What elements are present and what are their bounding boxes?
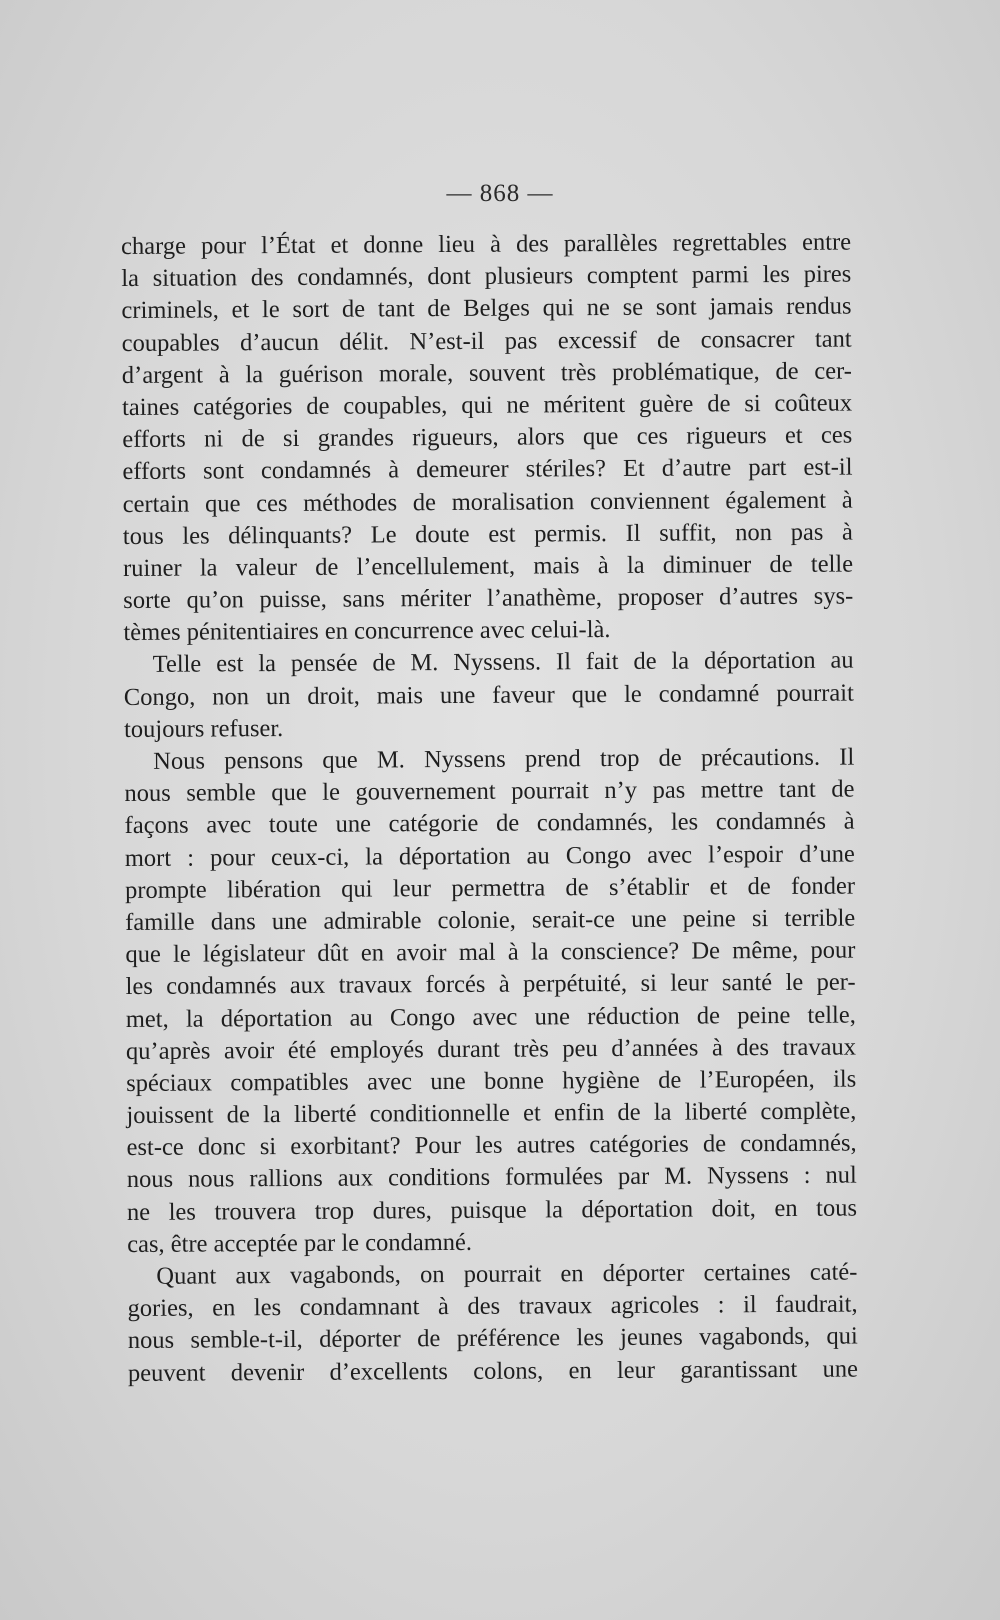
text-line: peuvent devenir d’excellents colons, en leur garantissant une (127, 1355, 859, 1387)
text-line: cas, être acceptée par le condamné. (127, 1228, 473, 1258)
text-line: qu’après avoir été employés durant très peu d’années à des travaux (125, 1033, 857, 1065)
text-line: Nous pensons que M. Nyssens prend trop de précautions. Il (153, 743, 855, 775)
text-line: tous les délinquants? Le doute est permis. Il suffit, non pas à (122, 518, 853, 550)
text-line: Telle est la pensée de M. Nyssens. Il fait de la déportation au (152, 646, 854, 679)
text-line: Quant aux vagabonds, on pourrait en déporter certaines caté- (156, 1258, 858, 1290)
text-line: spéciaux compatibles avec une bonne hygiène de l’Européen, ils (126, 1065, 857, 1097)
page-number: — 868 — (446, 180, 554, 207)
text-line: famille dans une admirable colonie, serait-ce une peine si terrible (125, 904, 856, 936)
text-line: les condamnés aux travaux forcés à perpétuité, si leur santé le per- (125, 968, 856, 1001)
text-line: met, la déportation au Congo avec une réduction de peine telle, (125, 1001, 856, 1033)
text-line: la situation des condamnés, dont plusieurs comptent parmi les pires (121, 260, 852, 293)
text-line: que le législateur dût en avoir mal à la conscience? De même, pour (125, 936, 856, 969)
text-line: ne les trouvera trop dures, puisque la déportation doit, en tous (126, 1194, 858, 1226)
text-line: d’argent à la guérison morale, souvent très problématique, de cer- (121, 357, 852, 389)
text-line: Congo, non un droit, mais une faveur que le condamné pourrait (123, 679, 854, 711)
text-line: criminels, et le sort de tant de Belges qui ne se sont jamais rendus (121, 292, 852, 325)
body-text (121, 227, 858, 1390)
text-line: mort : pour ceux-ci, la déportation au Congo avec l’espoir d’une (124, 840, 855, 872)
text-line: sorte qu’on puisse, sans mériter l’anathème, proposer d’autres sys- (123, 582, 854, 615)
text-line: toujours refuser. (123, 714, 284, 743)
text-line: charge pour l’État et donne lieu à des parallèles regrettables entre (121, 228, 852, 260)
text-line: ruiner la valeur de l’encellulement, mais à la diminuer de telle (122, 550, 854, 582)
text-line: tèmes pénitentiaires en concurrence avec celui-là. (123, 616, 611, 647)
text-line: taines catégories de coupables, qui ne méritent guère de si coûteux (121, 389, 853, 421)
text-line: nous semble que le gouvernement pourrait n’y pas mettre tant de (124, 775, 855, 808)
text-line: prompte libération qui leur permettra de s’établir et de fonder (124, 872, 856, 904)
text-line: coupables d’aucun délit. N’est-il pas excessif de consacrer tant (121, 325, 852, 357)
text-line: gories, en les condamnant à des travaux agricoles : il faudrait, (127, 1290, 858, 1323)
text-line: efforts ni de si grandes rigueurs, alors que ces rigueurs et ces (122, 421, 853, 454)
text-line: façons avec toute une catégorie de condamnés, les condamnés à (124, 807, 855, 840)
text-line: certain que ces méthodes de moralisation conviennent également à (122, 486, 853, 518)
text-line: efforts sont condamnés à demeurer stériles? Et d’autre part est-il (122, 453, 853, 486)
text-line: nous nous rallions aux conditions formulées par M. Nyssens : nul (126, 1161, 857, 1194)
text-line: est-ce donc si exorbitant? Pour les autres catégories de condamnés, (126, 1129, 857, 1162)
text-line: jouissent de la liberté conditionnelle et enfin de la liberté complète, (126, 1097, 857, 1130)
text-line: nous semble-t-il, déporter de préférence les jeunes vagabonds, qui (127, 1322, 858, 1355)
